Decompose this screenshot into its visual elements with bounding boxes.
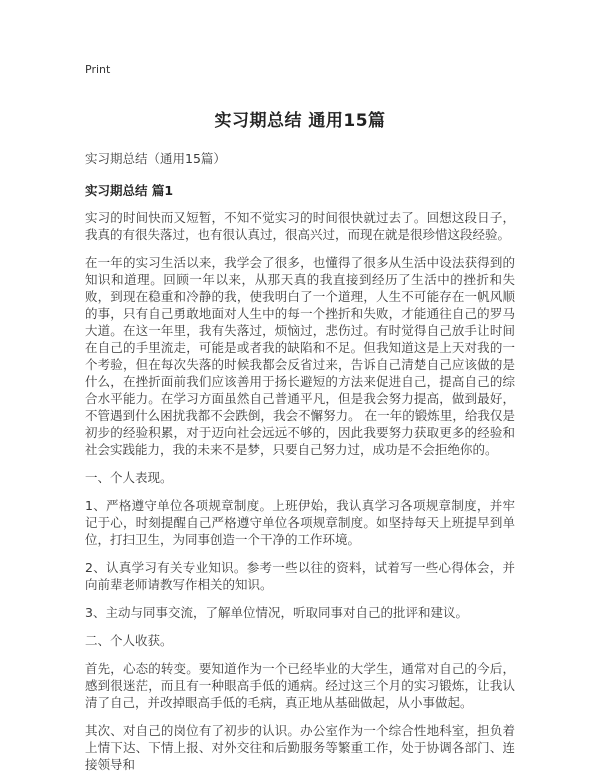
paragraph: 在一年的实习生活以来，我学会了很多，也懂得了很多从生活中设法获得到的知识和道理。回顾一年以来，从那天真的我直接到经历了生活中的挫折和失败，到现在稳重和冷静的我，使我明白了一个道理，人生不可能存在一帆风顺的事，只有自己勇敢地面对人生中的每一个挫折和失败，才能通往自己的罗马大道。在这一年里，我有失落过，烦恼过，悲伤过。有时觉得自己放手让时间在自己的手里流走，可能是或者我的缺陷和不足。但我知道这是上天对我的一个考验，但在每次失落的时候我都会反省过来，告诉自己清楚自己应该做的是什么，在挫折面前我们应该善用于扬长避短的方法来促进自己，提高自己的综合水平能力。在学习方面虽然自己普通平凡，但是我会努力提高，做到最好，不管遇到什么困扰我都不会跌倒，我会不懈努力。 在一年的锻炼里，给我仅是初步的经验积累，对于迈向社会远远不够的，因此我要努力获取更多的经验和社会实践能力，我的未来不是梦，只要自己努力过，成功是不会拒绝你的。 [85, 255, 515, 457]
paragraph: 实习的时间快而又短暂，不知不觉实习的时间很快就过去了。回想这段日子，我真的有很失落过，也有很认真过，很高兴过，而现在就是很珍惜这段经验。 [85, 210, 515, 242]
paragraph: 2、认真学习有关专业知识。参考一些以往的资料，试着写一些心得体会，并向前辈老师请教写作相关的知识。 [85, 560, 515, 592]
paragraph: 其次、对自己的岗位有了初步的认识。办公室作为一个综合性地科室，担负着上情下达、下情上报、对外交往和后勤服务等繁重工作，处于协调各部门、连接领导和 [85, 723, 515, 772]
paragraph: 3、主动与同事交流，了解单位情况，听取同事对自己的批评和建议。 [85, 605, 468, 620]
page-title: 实习期总结 通用15篇 [214, 111, 386, 131]
document-body [85, 209, 515, 773]
paragraph: 二、个人收获。 [85, 633, 173, 648]
paragraph: 1、严格遵守单位各项规章制度。上班伊始，我认真学习各项规章制度，并牢记于心，时刻提醒自己严格遵守单位各项规章制度。如坚持每天上班提早到单位，打扫卫生，为同事创造一个干净的工作环境。 [85, 498, 515, 547]
section-heading: 实习期总结 篇1 [85, 183, 174, 198]
document-subtitle: 实习期总结（通用15篇） [85, 151, 226, 166]
print-button[interactable]: Print [85, 63, 111, 76]
paragraph: 一、个人表现。 [85, 470, 173, 485]
paragraph: 首先，心态的转变。要知道作为一个已经毕业的大学生，通常对自己的今后，感到很迷茫，而且有一种眼高手低的通病。经过这三个月的实习锻炼，让我认清了自己，并改掉眼高手低的毛病，真正地从基础做起，从小事做起。 [85, 661, 515, 710]
